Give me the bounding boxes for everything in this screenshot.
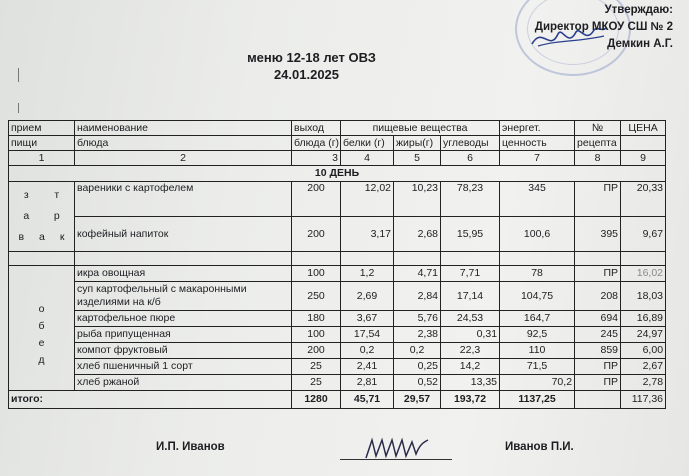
approval-name: Демкин А.Г. (607, 38, 673, 50)
recipe-cell: 208 (575, 282, 621, 311)
protein-cell: 2,41 (341, 359, 394, 375)
header-cell: энергет. (500, 121, 575, 136)
dish-name: суп картофельный с макаронными изделиями на к/б (75, 282, 292, 311)
price-cell: 16,02 (621, 266, 666, 282)
header-cell: углеводы (441, 136, 500, 151)
table-row (9, 217, 666, 252)
header-cell: наименование (75, 121, 292, 136)
totals-protein: 45,71 (341, 391, 394, 409)
dish-name: картофельное пюре (75, 311, 292, 327)
recipe-cell: ПР (575, 359, 621, 375)
yield-cell: 25 (292, 359, 341, 375)
price-cell: 24,97 (621, 327, 666, 343)
carbs-cell: 7,71 (441, 266, 500, 282)
yield-cell: 200 (292, 217, 341, 252)
column-number: 8 (575, 151, 621, 166)
table-row (9, 327, 666, 343)
fat-cell: 0,2 (394, 343, 441, 359)
approval-position: Директор МКОУ СШ № 2 (534, 21, 673, 33)
carbs-cell: 13,35 (441, 375, 500, 391)
yield-cell: 200 (292, 182, 341, 217)
meal-letter: к (59, 231, 65, 243)
carbs-cell: 78,23 (441, 182, 500, 217)
dish-name: вареники с картофелем (75, 182, 292, 217)
dish-name: рыба припущенная (75, 327, 292, 343)
header-cell: рецепта (575, 136, 621, 151)
header-cell: жиры(г) (394, 136, 441, 151)
energy-cell: 100,6 (500, 217, 575, 252)
header-row (9, 136, 666, 151)
yield-cell: 200 (292, 343, 341, 359)
price-cell: 6,00 (621, 343, 666, 359)
meal-letter: а (23, 210, 30, 222)
column-number: 9 (621, 151, 666, 166)
menu-table (8, 120, 666, 409)
fat-cell: 10,23 (394, 182, 441, 217)
column-number: 7 (500, 151, 575, 166)
fat-cell: 2,84 (394, 282, 441, 311)
meal-letter: о (38, 303, 45, 315)
header-cell: № (575, 121, 621, 136)
meal-letter: з (23, 189, 29, 201)
recipe-cell: 694 (575, 311, 621, 327)
column-number: 6 (441, 151, 500, 166)
energy-cell: 104,75 (500, 282, 575, 311)
carbs-cell: 17,14 (441, 282, 500, 311)
header-cell: выход (292, 121, 341, 136)
protein-cell: 1,2 (341, 266, 394, 282)
dish-name: икра овощная (75, 266, 292, 282)
price-cell: 9,67 (621, 217, 666, 252)
energy-cell: 71,5 (500, 359, 575, 375)
yield-cell: 250 (292, 282, 341, 311)
dish-name: кофейный напиток (75, 217, 292, 252)
carbs-cell: 14,2 (441, 359, 500, 375)
carbs-cell: 24,53 (441, 311, 500, 327)
approval-block (535, 2, 673, 53)
margin-mark (18, 103, 19, 113)
protein-cell: 3,67 (341, 311, 394, 327)
header-cell: прием (9, 121, 75, 136)
energy-cell: 164,7 (500, 311, 575, 327)
meal-letter: р (53, 210, 60, 222)
meal-label-breakfast (9, 182, 75, 252)
signature-right-name: Иванов П.И. (505, 441, 574, 453)
column-number: 1 (9, 151, 75, 166)
yield-cell: 180 (292, 311, 341, 327)
fat-cell: 4,71 (394, 266, 441, 282)
header-cell: ценность (500, 136, 575, 151)
energy-cell: 92,5 (500, 327, 575, 343)
recipe-cell: 395 (575, 217, 621, 252)
approval-title: Утверждаю: (604, 4, 673, 16)
header-cell: пищевые вещества (341, 121, 500, 136)
header-cell: белки (г) (341, 136, 394, 151)
energy-cell: 110 (500, 343, 575, 359)
header-cell: пищи (9, 136, 75, 151)
protein-cell: 12,02 (341, 182, 394, 217)
price-cell: 2,67 (621, 359, 666, 375)
totals-label: итого: (9, 391, 292, 409)
column-number: 3 (292, 151, 341, 166)
fat-cell: 0,52 (394, 375, 441, 391)
header-cell (621, 136, 666, 151)
carbs-cell: 22,3 (441, 343, 500, 359)
carbs-cell: 15,95 (441, 217, 500, 252)
totals-fat: 29,57 (394, 391, 441, 409)
table-row (9, 359, 666, 375)
table-row (9, 311, 666, 327)
meal-letter: б (38, 320, 45, 332)
header-cell: ЦЕНА (621, 121, 666, 136)
protein-cell: 3,17 (341, 217, 394, 252)
energy-cell: 345 (500, 182, 575, 217)
column-numbers-row (9, 151, 666, 166)
meal-letter: а (39, 231, 45, 243)
menu-title: меню 12-18 лет ОВЗ (247, 50, 376, 65)
header-cell: блюда (г) (292, 136, 341, 151)
recipe-cell: ПР (575, 375, 621, 391)
price-cell: 16,89 (621, 311, 666, 327)
day-row (9, 166, 666, 182)
dish-name: хлеб пшеничный 1 сорт (75, 359, 292, 375)
yield-cell: 25 (292, 375, 341, 391)
meal-label-lunch (9, 266, 75, 391)
meal-letter: т (54, 189, 60, 201)
table-row (9, 282, 666, 311)
fat-cell: 5,76 (394, 311, 441, 327)
protein-cell: 17,54 (341, 327, 394, 343)
day-label: 10 ДЕНЬ (9, 166, 666, 182)
signature-left-name: И.П. Иванов (156, 441, 225, 453)
yield-cell: 100 (292, 327, 341, 343)
totals-carbs: 193,72 (441, 391, 500, 409)
dish-name: хлеб ржаной (75, 375, 292, 391)
recipe-cell: 859 (575, 343, 621, 359)
yield-cell: 100 (292, 266, 341, 282)
totals-price: 117,36 (621, 391, 666, 409)
header-cell: блюда (75, 136, 292, 151)
meal-letter: д (38, 354, 45, 366)
protein-cell: 2,69 (341, 282, 394, 311)
meal-letter: е (38, 337, 45, 349)
table-row (9, 182, 666, 217)
totals-energy: 1137,25 (500, 391, 575, 409)
margin-mark (18, 68, 19, 82)
table-row (9, 266, 666, 282)
spacer-row (9, 252, 666, 266)
energy-cell: 78 (500, 266, 575, 282)
fat-cell: 0,25 (394, 359, 441, 375)
fat-cell: 2,68 (394, 217, 441, 252)
table-row (9, 375, 666, 391)
header-row (9, 121, 666, 136)
column-number: 5 (394, 151, 441, 166)
totals-yield: 1280 (292, 391, 341, 409)
carbs-cell: 0,31 (441, 327, 500, 343)
totals-row (9, 391, 666, 409)
column-number: 2 (75, 151, 292, 166)
protein-cell: 0,2 (341, 343, 394, 359)
recipe-cell: ПР (575, 182, 621, 217)
protein-cell: 2,81 (341, 375, 394, 391)
table-row (9, 343, 666, 359)
recipe-cell: ПР (575, 266, 621, 282)
handwritten-signature (362, 434, 432, 462)
totals-recipe (575, 391, 621, 409)
price-cell: 2,78 (621, 375, 666, 391)
energy-cell: 70,2 (500, 375, 575, 391)
price-cell: 20,33 (621, 182, 666, 217)
price-cell: 18,03 (621, 282, 666, 311)
meal-letter: в (18, 231, 25, 243)
column-number: 4 (341, 151, 394, 166)
recipe-cell: 245 (575, 327, 621, 343)
fat-cell: 2,38 (394, 327, 441, 343)
signature-line (340, 459, 452, 460)
dish-name: компот фруктовый (75, 343, 292, 359)
menu-date: 24.01.2025 (273, 67, 340, 82)
